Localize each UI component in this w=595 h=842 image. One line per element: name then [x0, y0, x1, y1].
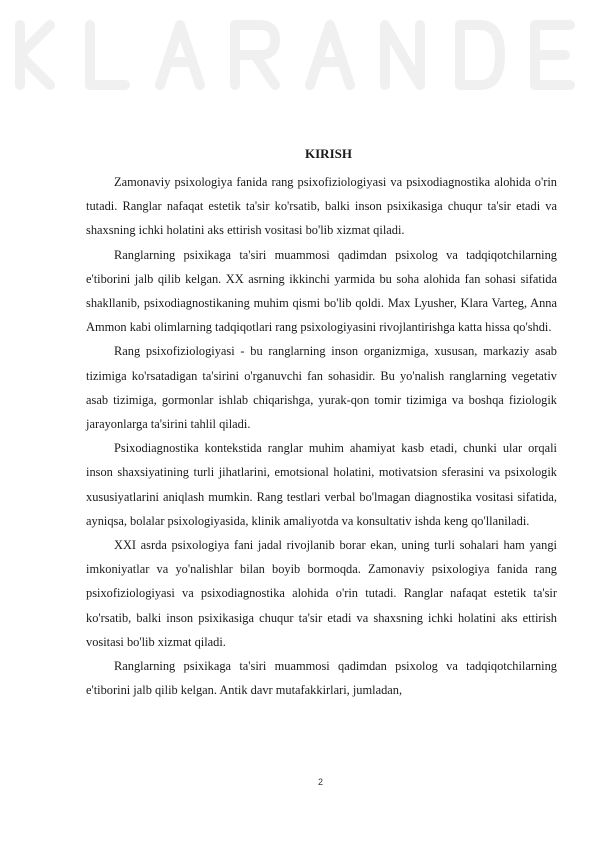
- document-body: [86, 146, 557, 702]
- paragraph-3: Rang psixofiziologiyasi - bu ranglarning inson organizmiga, xususan, markaziy asab tizimiga ko'rsatadigan ta'sirini o'rganuvchi fan sohasidir. Bu yo'nalish ranglarning vegetativ asab tizimiga, gormonlar ishlab chiqarishga, yurak-qon tomir tizimiga va boshqa fiziologik jarayonlarga ta'sirini tahlil qiladi.: [86, 344, 557, 432]
- paragraph-6: Ranglarning psixikaga ta'siri muammosi qadimdan psixolog va tadqiqotchilarning e'tiborini jalb qilib kelgan. Antik davr mutafakkirlari, jumladan,: [86, 659, 557, 698]
- paragraph-5: XXI asrda psixologiya fani jadal rivojlanib borar ekan, uning turli sohalari ham yangi imkoniyatlar va yo'nalishlar bilan boyib bormoqda. Zamonaviy psixologiya fanida rang psixofiziologiyasi va psixodiagnostika alohida o'rin tutadi. Ranglar nafaqat estetik ta'sir ko'rsatib, balki inson psixikasiga chuqur ta'sir etadi va shaxsning ichki holatini aks ettirish vositasi bo'lib xizmat qiladi.: [86, 538, 557, 649]
- paragraph-2: Ranglarning psixikaga ta'siri muammosi qadimdan psixolog va tadqiqotchilarning e'tiborini jalb qilib kelgan. XX asrning ikkinchi yarmida bu soha alohida fan sohasi sifatida shakllanib, psixodiagnostikaning muhim qismi bo'lib qoldi. Max Lyusher, Klara Varteg, Anna Ammon kabi olimlarning tadqiqotlari rang psixologiyasini rivojlantirishga katta hissa qo'shdi.: [86, 247, 557, 335]
- paragraph-1: Zamonaviy psixologiya fanida rang psixofiziologiyasi va psixodiagnostika alohida o'rin tutadi. Ranglar nafaqat estetik ta'sir ko'rsatib, balki inson psixikasiga chuqur ta'sir etadi va shaxsning ichki holatini aks ettirish vositasi bo'lib xizmat qiladi.: [86, 175, 557, 238]
- page-number: 2: [317, 777, 323, 787]
- document-title: KIRISH: [305, 146, 352, 161]
- paragraph-4: Psixodiagnostika kontekstida ranglar muhim ahamiyat kasb etadi, chunki ular orqali inson shaxsiyatining turli jihatlarini, emotsional holatini, motivatsion sferasini va psixologik xususiyatlarini aniqlash mumkin. Rang testlari verbal bo'lmagan diagnostika vositasi sifatida, ayniqsa, bolalar psixologiyasida, klinik amaliyotda va konsultativ ishda keng qo'llaniladi.: [86, 441, 557, 528]
